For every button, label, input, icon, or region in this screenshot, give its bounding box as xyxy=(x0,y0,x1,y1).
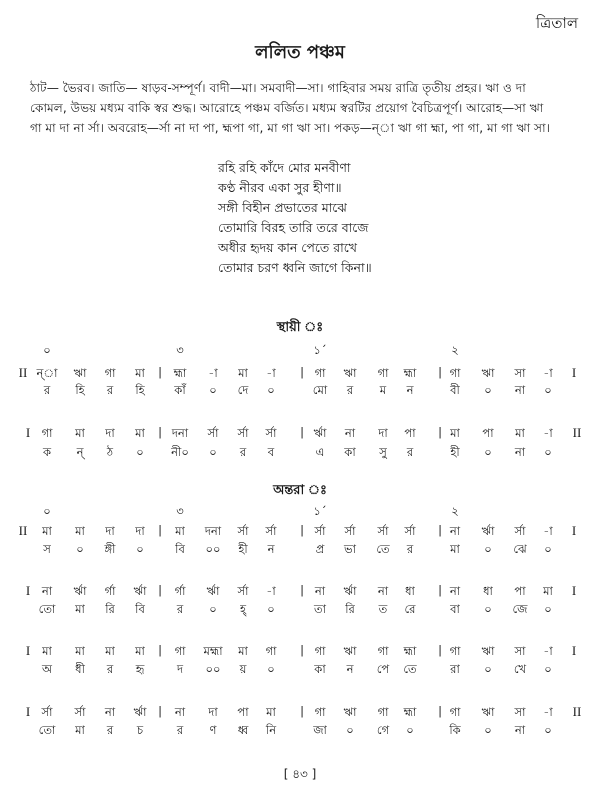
note: না xyxy=(449,584,461,598)
beat-marker: ২ xyxy=(451,343,459,357)
lyric-syllable: ন xyxy=(267,542,275,556)
lyric-syllable: ০ xyxy=(484,542,492,556)
bar-line: | xyxy=(300,643,304,657)
note: -া xyxy=(208,366,218,380)
note: র্ঋা xyxy=(343,584,357,598)
note: গা xyxy=(449,366,461,380)
page-title: ললিত পঞ্চম xyxy=(255,42,345,63)
lyric-syllable: হি xyxy=(75,383,85,397)
lyric-syllable: ভা xyxy=(344,542,356,556)
note: মা xyxy=(75,644,85,658)
poem-line: সঙ্গী বিহীন প্রভাতের মাঝে xyxy=(218,200,347,215)
lyric-syllable: ০ xyxy=(267,383,275,397)
lyric-syllable: ঠ xyxy=(106,445,114,459)
lyric-syllable: কা xyxy=(314,662,326,676)
lyric-syllable: র xyxy=(239,445,247,459)
note: হ্মা xyxy=(403,705,417,719)
note: মা xyxy=(135,644,145,658)
lyric-syllable: হ্ xyxy=(239,602,247,616)
description-line: ঠাট— ভৈরব। জাতি— ষাড়ব-সম্পূর্ণ। বাদী—মা। সমবাদী—সা। গাহিবার সময় রাত্রি তৃতীয় প্রহর। ঋা ও দা xyxy=(30,81,526,95)
note: দা xyxy=(105,524,115,538)
lyric-syllable: রা xyxy=(450,662,460,676)
note: র্সা xyxy=(377,524,389,538)
row-end-mark: I xyxy=(571,643,577,658)
lyric-syllable: র xyxy=(106,383,114,397)
lyric-syllable: হী xyxy=(238,542,248,556)
note: ঋা xyxy=(481,644,495,658)
note: পা xyxy=(237,705,249,719)
taal-label: ত্রিতাল xyxy=(535,14,578,32)
note: -া xyxy=(543,524,553,538)
row-start-mark: I xyxy=(25,704,31,719)
note: র্সা xyxy=(237,426,249,440)
lyric-syllable: ০ xyxy=(544,723,552,737)
lyric-syllable: র xyxy=(176,602,184,616)
note: র্সা xyxy=(265,426,277,440)
lyric-syllable: র xyxy=(406,542,414,556)
section-heading-sthayi: স্থায়ী ঃ xyxy=(276,320,324,335)
lyric-syllable: ০ xyxy=(484,602,492,616)
bar-line: | xyxy=(300,425,304,439)
lyric-syllable: ০ xyxy=(406,723,414,737)
bar-line: | xyxy=(158,365,162,379)
lyric-syllable: স xyxy=(43,542,51,556)
note: র্ঋা xyxy=(73,584,87,598)
note: গা xyxy=(449,644,461,658)
description-line: কোমল, উভয় মধ্যম বাকি স্বর শুদ্ধ। আরোহে পঞ্চম বর্জিত। মধ্যম স্বরটির প্রয়োগ বৈচিত্রপূর্ণ। আরোহ—সা ঋা xyxy=(30,101,544,115)
note: হ্মা xyxy=(173,366,187,380)
lyric-syllable: র xyxy=(106,662,114,676)
note: মা xyxy=(450,426,460,440)
lyric-syllable: ০ xyxy=(209,602,217,616)
lyric-syllable: নি xyxy=(265,723,277,737)
lyric-syllable: র xyxy=(106,723,114,737)
lyric-syllable: এ xyxy=(315,445,325,459)
lyric-syllable: ০ xyxy=(544,602,552,616)
lyric-syllable: কা xyxy=(344,445,356,459)
lyric-syllable: না xyxy=(514,383,526,397)
lyric-syllable: জা xyxy=(313,723,327,737)
lyric-syllable: ০ xyxy=(544,542,552,556)
lyric-syllable: ০ xyxy=(544,383,552,397)
lyric-syllable: ০ xyxy=(209,445,217,459)
note: ন্া xyxy=(36,366,58,380)
note: র্সা xyxy=(404,524,416,538)
lyric-syllable: ০ xyxy=(544,445,552,459)
bar-line: | xyxy=(438,425,442,439)
lyric-syllable: নী০ xyxy=(171,445,189,459)
note: র্সা xyxy=(344,524,356,538)
note: সা xyxy=(514,644,526,658)
lyric-syllable: জে xyxy=(512,602,528,616)
note: গা xyxy=(104,366,116,380)
note: গা xyxy=(174,644,186,658)
lyric-syllable: র xyxy=(346,383,354,397)
note: -া xyxy=(543,705,553,719)
note: ঋা xyxy=(481,705,495,719)
lyric-syllable: ০ xyxy=(484,723,492,737)
note: গা xyxy=(449,705,461,719)
bar-line: | xyxy=(438,704,442,718)
lyric-syllable: ক xyxy=(42,445,52,459)
note: গা xyxy=(265,644,277,658)
note: না xyxy=(449,524,461,538)
note: পা xyxy=(404,426,416,440)
note: -া xyxy=(543,366,553,380)
lyric-syllable: বা xyxy=(450,602,460,616)
lyric-syllable: চ xyxy=(136,723,144,737)
lyric-syllable: কি xyxy=(449,723,461,737)
beat-marker: ৩ xyxy=(176,504,184,518)
note: সা xyxy=(514,705,526,719)
lyric-syllable: ন xyxy=(346,662,354,676)
note: -া xyxy=(266,366,276,380)
note: গা xyxy=(314,366,326,380)
lyric-syllable: ০ xyxy=(484,662,492,676)
lyric-syllable: তে xyxy=(403,662,417,676)
lyric-syllable: মা xyxy=(450,542,460,556)
note: র্ঋা xyxy=(133,705,147,719)
note: গা xyxy=(377,644,389,658)
bar-line: | xyxy=(158,643,162,657)
bar-line: | xyxy=(300,704,304,718)
note: মা xyxy=(135,426,145,440)
lyric-syllable: ০০ xyxy=(205,662,221,676)
note: ধা xyxy=(483,584,493,598)
note: র্সা xyxy=(207,426,219,440)
note: গা xyxy=(41,426,53,440)
note: গা xyxy=(377,366,389,380)
bar-line: | xyxy=(300,523,304,537)
note: র্সা xyxy=(74,705,86,719)
note: না xyxy=(344,426,356,440)
poem-line: তোমার চরণ ধ্বনি জাগে কিনা॥ xyxy=(218,260,372,275)
note: -া xyxy=(543,644,553,658)
lyric-syllable: ঝে xyxy=(513,542,527,556)
note: র্সা xyxy=(265,524,277,538)
note: র্সা xyxy=(314,524,326,538)
section-heading-antara: অন্তরা ঃ xyxy=(273,483,327,498)
note: র্সা xyxy=(41,705,53,719)
note: র্ঋা xyxy=(133,584,147,598)
note: মা xyxy=(135,366,145,380)
note: -া xyxy=(543,426,553,440)
lyric-syllable: রি xyxy=(105,602,115,616)
note: মা xyxy=(42,644,52,658)
lyric-syllable: ০ xyxy=(209,383,217,397)
row-start-mark: II xyxy=(18,365,28,380)
note: ঋা xyxy=(73,366,87,380)
lyric-syllable: বী xyxy=(450,383,460,397)
lyric-syllable: ম xyxy=(379,383,387,397)
note: দা xyxy=(378,426,388,440)
lyric-syllable: ০ xyxy=(267,662,275,676)
note: ঋা xyxy=(343,366,357,380)
note: পা xyxy=(514,584,526,598)
bar-line: | xyxy=(158,425,162,439)
note: দা xyxy=(105,426,115,440)
note: গা xyxy=(314,644,326,658)
note: র্ঋা xyxy=(481,524,495,538)
lyric-syllable: কাঁ xyxy=(174,383,186,397)
lyric-syllable: ধ্ব xyxy=(237,723,249,737)
note: না xyxy=(41,584,53,598)
note: মা xyxy=(75,524,85,538)
lyric-syllable: দ xyxy=(176,662,184,676)
lyric-syllable: ০০ xyxy=(205,542,221,556)
note: হ্মা xyxy=(403,366,417,380)
lyric-syllable: ণ xyxy=(209,723,217,737)
lyric-syllable: ন্ xyxy=(76,445,84,459)
note: র্সা xyxy=(237,524,249,538)
note: দনা xyxy=(171,426,189,440)
lyric-syllable: ন xyxy=(406,383,414,397)
note: মা xyxy=(266,705,276,719)
poem-line: রহি রহি কাঁদে মোর মনবীণা xyxy=(218,160,351,175)
lyric-syllable: ধী xyxy=(75,662,85,676)
note: সা xyxy=(514,366,526,380)
note: না xyxy=(174,705,186,719)
bar-line: | xyxy=(158,704,162,718)
note: ধা xyxy=(405,584,415,598)
beat-marker: ১´ xyxy=(313,504,327,518)
bar-line: | xyxy=(438,523,442,537)
note: মা xyxy=(175,524,185,538)
lyric-syllable: ০ xyxy=(76,542,84,556)
lyric-syllable: না xyxy=(514,723,526,737)
lyric-syllable: র xyxy=(176,723,184,737)
lyric-syllable: ০ xyxy=(267,602,275,616)
note: মা xyxy=(543,584,553,598)
note: মা xyxy=(238,366,248,380)
bar-line: | xyxy=(300,365,304,379)
row-end-mark: II xyxy=(572,704,582,719)
description-line: গা মা দা না র্সা। অবরোহ—র্সা না দা পা, হ্মপা গা, মা গা ঋা সা। পকড়—ন্া ঋা গা হ্মা, পা গা, মা গা ঋা সা। xyxy=(30,121,550,135)
lyric-syllable: ঙ্গী xyxy=(104,542,116,556)
lyric-syllable: র xyxy=(406,445,414,459)
lyric-syllable: হৃ xyxy=(135,662,145,676)
note: ঋা xyxy=(481,366,495,380)
lyric-syllable: হী xyxy=(450,445,460,459)
note: র্সা xyxy=(514,524,526,538)
lyric-syllable: হি xyxy=(135,383,145,397)
note: হ্মা xyxy=(403,644,417,658)
poem-line: কণ্ঠ নীরব একা সুর হীণা॥ xyxy=(218,180,342,195)
lyric-syllable: রি xyxy=(345,602,355,616)
row-start-mark: I xyxy=(25,643,31,658)
note: ঋা xyxy=(343,644,357,658)
note: র্গা xyxy=(174,584,186,598)
bar-line: | xyxy=(438,583,442,597)
lyric-syllable: ০ xyxy=(544,662,552,676)
note: দা xyxy=(135,524,145,538)
note: মা xyxy=(75,426,85,440)
lyric-syllable: ০ xyxy=(346,723,354,737)
row-end-mark: I xyxy=(571,583,577,598)
beat-marker: ০ xyxy=(43,504,51,518)
lyric-syllable: ব xyxy=(267,445,275,459)
lyric-syllable: প্র xyxy=(315,542,325,556)
poem-line: তোমারি বিরহ তারি তরে বাজে xyxy=(218,220,369,235)
poem-line: অধীর হৃদয় কান পেতে রাখে xyxy=(218,240,357,255)
note: র্গা xyxy=(104,584,116,598)
row-start-mark: II xyxy=(18,523,28,538)
note: না xyxy=(104,705,116,719)
row-end-mark: II xyxy=(572,425,582,440)
note: মা xyxy=(238,644,248,658)
beat-marker: ১´ xyxy=(313,343,327,357)
lyric-syllable: র xyxy=(43,383,51,397)
lyric-syllable: পে xyxy=(376,662,390,676)
lyric-syllable: য় xyxy=(239,662,247,676)
bar-line: | xyxy=(438,365,442,379)
note: মা xyxy=(105,644,115,658)
lyric-syllable: দে xyxy=(237,383,249,397)
lyric-syllable: ০ xyxy=(136,542,144,556)
note: র্ঋা xyxy=(206,584,220,598)
beat-marker: ০ xyxy=(43,343,51,357)
lyric-syllable: মা xyxy=(75,602,85,616)
lyric-syllable: তো xyxy=(38,602,56,616)
bar-line: | xyxy=(158,523,162,537)
lyric-syllable: রে xyxy=(404,602,416,616)
page-number: [ ৪৩ ] xyxy=(283,767,317,781)
note: না xyxy=(377,584,389,598)
lyric-syllable: না xyxy=(514,445,526,459)
bar-line: | xyxy=(158,583,162,597)
lyric-syllable: তে xyxy=(376,542,390,556)
note: র্ঋা xyxy=(313,426,327,440)
beat-marker: ৩ xyxy=(176,343,184,357)
lyric-syllable: ত xyxy=(378,602,388,616)
lyric-syllable: ০ xyxy=(484,383,492,397)
note: পা xyxy=(482,426,494,440)
lyric-syllable: বি xyxy=(175,542,185,556)
note: মা xyxy=(42,524,52,538)
lyric-syllable: তা xyxy=(314,602,326,616)
lyric-syllable: মো xyxy=(312,383,328,397)
lyric-syllable: ০ xyxy=(136,445,144,459)
row-end-mark: I xyxy=(571,365,577,380)
lyric-syllable: তো xyxy=(38,723,56,737)
note: মা xyxy=(515,426,525,440)
note: -া xyxy=(266,584,276,598)
lyric-syllable: বি xyxy=(135,602,145,616)
note: দনা xyxy=(204,524,222,538)
note: ঋা xyxy=(343,705,357,719)
lyric-syllable: অ xyxy=(42,662,52,676)
note: না xyxy=(314,584,326,598)
lyric-syllable: মা xyxy=(75,723,85,737)
lyric-syllable: খে xyxy=(513,662,527,676)
row-end-mark: I xyxy=(571,523,577,538)
row-start-mark: I xyxy=(25,583,31,598)
note: গা xyxy=(377,705,389,719)
lyric-syllable: সু xyxy=(379,445,387,459)
bar-line: | xyxy=(438,643,442,657)
note: গা xyxy=(314,705,326,719)
lyric-syllable: ০ xyxy=(484,445,492,459)
note: মহ্মা xyxy=(203,644,223,658)
note: র্সা xyxy=(237,584,249,598)
bar-line: | xyxy=(300,583,304,597)
note: দা xyxy=(208,705,218,719)
row-start-mark: I xyxy=(25,425,31,440)
lyric-syllable: গে xyxy=(376,723,390,737)
beat-marker: ২ xyxy=(451,504,459,518)
